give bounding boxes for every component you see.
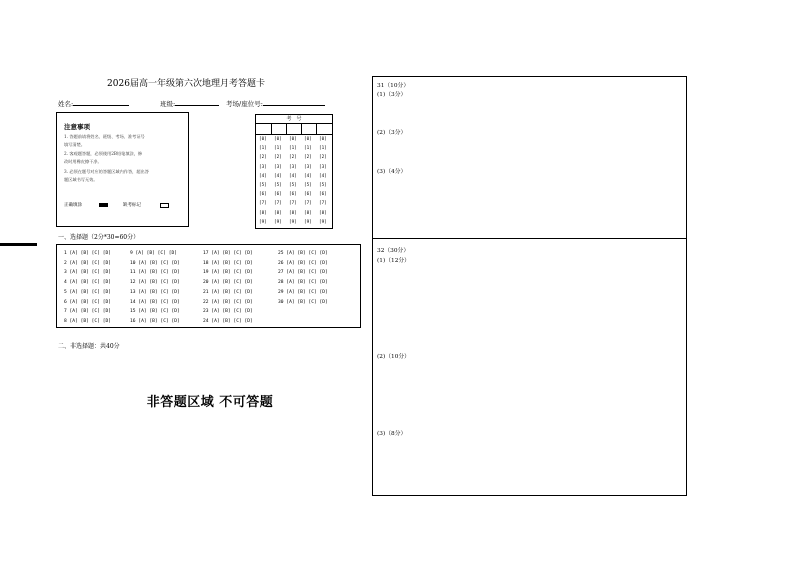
exam-digit-bubble[interactable]: [6] bbox=[274, 192, 282, 198]
notice-line: 题区域书写无效。 bbox=[64, 177, 98, 182]
exam-digit-bubble[interactable]: [3] bbox=[274, 164, 282, 170]
exam-digit-bubble[interactable]: [3] bbox=[319, 164, 327, 170]
exam-digit-bubble[interactable]: [5] bbox=[319, 183, 327, 188]
exam-digit-bubble[interactable]: [8] bbox=[289, 210, 297, 216]
exam-digit-bubble[interactable]: [9] bbox=[304, 219, 312, 225]
q32-part1: (1)（12分） bbox=[377, 258, 410, 264]
exam-digit-bubble[interactable]: [9] bbox=[319, 219, 327, 225]
grid-divider bbox=[271, 124, 272, 134]
exam-digit-bubble[interactable]: [1] bbox=[319, 146, 327, 152]
name-label: 姓名: bbox=[58, 100, 74, 108]
mc-question-row[interactable]: 24 [A] [B] [C] [D] bbox=[203, 318, 253, 324]
exam-digit-bubble[interactable]: [2] bbox=[259, 155, 267, 161]
exam-digit-bubble[interactable]: [4] bbox=[304, 173, 312, 179]
mc-question-row[interactable]: 26 [A] [B] [C] [D] bbox=[278, 260, 328, 266]
exam-digit-bubble[interactable]: [2] bbox=[274, 155, 282, 161]
section2-title: 二、非选择题：共40分 bbox=[58, 343, 120, 350]
exam-digit-bubble[interactable]: [6] bbox=[319, 192, 327, 198]
mc-question-row[interactable]: 27 [A] [B] [C] [D] bbox=[278, 270, 328, 276]
notice-line: 3. 必须在题号对应的答题区域内作答，超出答 bbox=[64, 169, 149, 174]
mc-question-row[interactable]: 21 [A] [B] [C] [D] bbox=[203, 289, 253, 295]
exam-digit-bubble[interactable]: [2] bbox=[304, 155, 312, 161]
exam-digit-bubble[interactable]: [7] bbox=[259, 201, 267, 207]
name-field[interactable] bbox=[58, 99, 129, 108]
answer-divider bbox=[373, 238, 686, 239]
exam-digit-bubble[interactable]: [7] bbox=[274, 201, 282, 207]
mc-question-row[interactable]: 29 [A] [B] [C] [D] bbox=[278, 289, 328, 295]
exam-digit-bubble[interactable]: [3] bbox=[304, 164, 312, 170]
exam-digit-bubble[interactable]: [8] bbox=[304, 210, 312, 216]
mc-question-row[interactable]: 2 [A] [B] [C] [D] bbox=[64, 260, 112, 266]
exam-digit-bubble[interactable]: [4] bbox=[289, 173, 297, 179]
exam-digit-bubble[interactable]: [2] bbox=[289, 155, 297, 161]
absent-mark-label: 缺考标记 bbox=[123, 203, 141, 208]
exam-digit-bubble[interactable]: [0] bbox=[289, 137, 297, 142]
mc-question-row[interactable]: 18 [A] [B] [C] [D] bbox=[203, 260, 253, 266]
exam-digit-bubble[interactable]: [9] bbox=[289, 219, 297, 225]
mc-question-row[interactable]: 5 [A] [B] [C] [D] bbox=[64, 289, 112, 295]
mc-question-row[interactable]: 17 [A] [B] [C] [D] bbox=[203, 251, 253, 256]
exam-digit-bubble[interactable]: [6] bbox=[259, 192, 267, 198]
exam-digit-bubble[interactable]: [0] bbox=[319, 137, 327, 142]
answer-area bbox=[372, 76, 687, 496]
exam-digit-bubble[interactable]: [5] bbox=[304, 183, 312, 188]
exam-number-title: 考 号 bbox=[256, 115, 332, 124]
non-answer-notice: 非答题区域 不可答题 bbox=[146, 395, 274, 410]
exam-digit-bubble[interactable]: [3] bbox=[259, 164, 267, 170]
exam-digit-bubble[interactable]: [0] bbox=[274, 137, 282, 142]
exam-digit-bubble[interactable]: [1] bbox=[304, 146, 312, 152]
mc-question-row[interactable]: 10 [A] [B] [C] [D] bbox=[130, 260, 180, 266]
mc-question-row[interactable]: 14 [A] [B] [C] [D] bbox=[130, 299, 180, 305]
exam-digit-bubble[interactable]: [6] bbox=[304, 192, 312, 198]
mc-question-row[interactable]: 15 [A] [B] [C] [D] bbox=[130, 309, 180, 315]
exam-number-grid bbox=[255, 114, 333, 229]
mc-question-row[interactable]: 22 [A] [B] [C] [D] bbox=[203, 299, 253, 305]
grid-divider bbox=[301, 124, 302, 134]
exam-digit-bubble[interactable]: [3] bbox=[289, 164, 297, 170]
exam-digit-bubble[interactable]: [4] bbox=[274, 173, 282, 179]
exam-digit-bubble[interactable]: [5] bbox=[274, 183, 282, 188]
position-mark bbox=[0, 243, 37, 246]
exam-digit-bubble[interactable]: [8] bbox=[259, 210, 267, 216]
q31-header: 31（10分） bbox=[377, 83, 410, 89]
exam-digit-bubble[interactable]: [7] bbox=[289, 201, 297, 207]
section1-title: 一、选择题（2分*30=60分） bbox=[58, 234, 140, 241]
mc-question-row[interactable]: 19 [A] [B] [C] [D] bbox=[203, 270, 253, 276]
mc-question-row[interactable]: 23 [A] [B] [C] [D] bbox=[203, 309, 253, 315]
grid-divider bbox=[286, 124, 287, 134]
exam-digit-bubble[interactable]: [8] bbox=[274, 210, 282, 216]
mc-question-row[interactable]: 4 [A] [B] [C] [D] bbox=[64, 280, 112, 286]
class-field[interactable] bbox=[160, 99, 219, 108]
mc-question-row[interactable]: 11 [A] [B] [C] [D] bbox=[130, 270, 180, 276]
q31-part1: (1)（3分） bbox=[377, 92, 407, 98]
q32-header: 32（30分） bbox=[377, 248, 410, 254]
absent-mark-checkbox[interactable] bbox=[160, 203, 169, 208]
seat-underline bbox=[263, 99, 325, 106]
q31-part3: (3)（4分） bbox=[377, 169, 407, 175]
exam-digit-bubble[interactable]: [7] bbox=[304, 201, 312, 207]
exam-digit-bubble[interactable]: [0] bbox=[304, 137, 312, 142]
exam-digit-bubble[interactable]: [5] bbox=[259, 183, 267, 188]
mc-question-row[interactable]: 8 [A] [B] [C] [D] bbox=[64, 318, 112, 324]
page-title: 2026届高一年级第六次地理月考答题卡 bbox=[107, 79, 265, 89]
grid-divider bbox=[256, 134, 332, 135]
notice-line: 2. 客观题答题，必须使用2B铅笔填涂，修 bbox=[64, 151, 143, 156]
seat-field[interactable] bbox=[226, 99, 325, 108]
mc-question-row[interactable]: 3 [A] [B] [C] [D] bbox=[64, 270, 112, 276]
notice-line: 1. 答题前请将姓名、班级、考场、准考证号 bbox=[64, 134, 145, 139]
mc-question-row[interactable]: 7 [A] [B] [C] [D] bbox=[64, 309, 112, 315]
notice-line: 填写清楚。 bbox=[64, 142, 85, 147]
exam-digit-bubble[interactable]: [1] bbox=[259, 146, 267, 152]
q32-part2: (2)（10分） bbox=[377, 354, 410, 360]
exam-digit-bubble[interactable]: [5] bbox=[289, 183, 297, 188]
correct-fill-swatch bbox=[99, 203, 108, 207]
class-label: 班级: bbox=[160, 100, 176, 108]
mc-question-row[interactable]: 25 [A] [B] [C] [D] bbox=[278, 251, 328, 256]
exam-digit-bubble[interactable]: [8] bbox=[319, 210, 327, 216]
exam-digit-bubble[interactable]: [4] bbox=[259, 173, 267, 179]
notice-line: 改时用橡皮擦干净。 bbox=[64, 159, 102, 164]
grid-divider bbox=[316, 124, 317, 134]
exam-digit-bubble[interactable]: [7] bbox=[319, 201, 327, 207]
class-underline bbox=[175, 99, 219, 106]
mc-question-row[interactable]: 30 [A] [B] [C] [D] bbox=[278, 299, 328, 305]
mc-question-row[interactable]: 13 [A] [B] [C] [D] bbox=[130, 289, 180, 295]
mc-question-row[interactable]: 6 [A] [B] [C] [D] bbox=[64, 299, 112, 305]
q32-part3: (3)（8分） bbox=[377, 431, 407, 437]
mc-question-row[interactable]: 28 [A] [B] [C] [D] bbox=[278, 280, 328, 286]
seat-label: 考场/座位号: bbox=[226, 100, 263, 108]
exam-digit-bubble[interactable]: [2] bbox=[319, 155, 327, 161]
correct-fill-label: 正确填涂 bbox=[64, 203, 82, 208]
mc-question-row[interactable]: 12 [A] [B] [C] [D] bbox=[130, 280, 180, 286]
mc-question-row[interactable]: 9 [A] [B] [C] [D] bbox=[130, 251, 178, 256]
exam-digit-bubble[interactable]: [0] bbox=[259, 137, 267, 142]
exam-digit-bubble[interactable]: [6] bbox=[289, 192, 297, 198]
multiple-choice-box bbox=[56, 244, 361, 328]
notice-title: 注意事项 bbox=[64, 123, 90, 131]
exam-digit-bubble[interactable]: [9] bbox=[259, 219, 267, 225]
mc-question-row[interactable]: 1 [A] [B] [C] [D] bbox=[64, 251, 112, 256]
exam-digit-bubble[interactable]: [1] bbox=[274, 146, 282, 152]
q31-part2: (2)（3分） bbox=[377, 130, 407, 136]
exam-digit-bubble[interactable]: [4] bbox=[319, 173, 327, 179]
exam-digit-bubble[interactable]: [1] bbox=[289, 146, 297, 152]
exam-digit-bubble[interactable]: [9] bbox=[274, 219, 282, 225]
mc-question-row[interactable]: 16 [A] [B] [C] [D] bbox=[130, 318, 180, 324]
mc-question-row[interactable]: 20 [A] [B] [C] [D] bbox=[203, 280, 253, 286]
notice-box bbox=[56, 112, 189, 227]
name-underline bbox=[73, 99, 129, 106]
